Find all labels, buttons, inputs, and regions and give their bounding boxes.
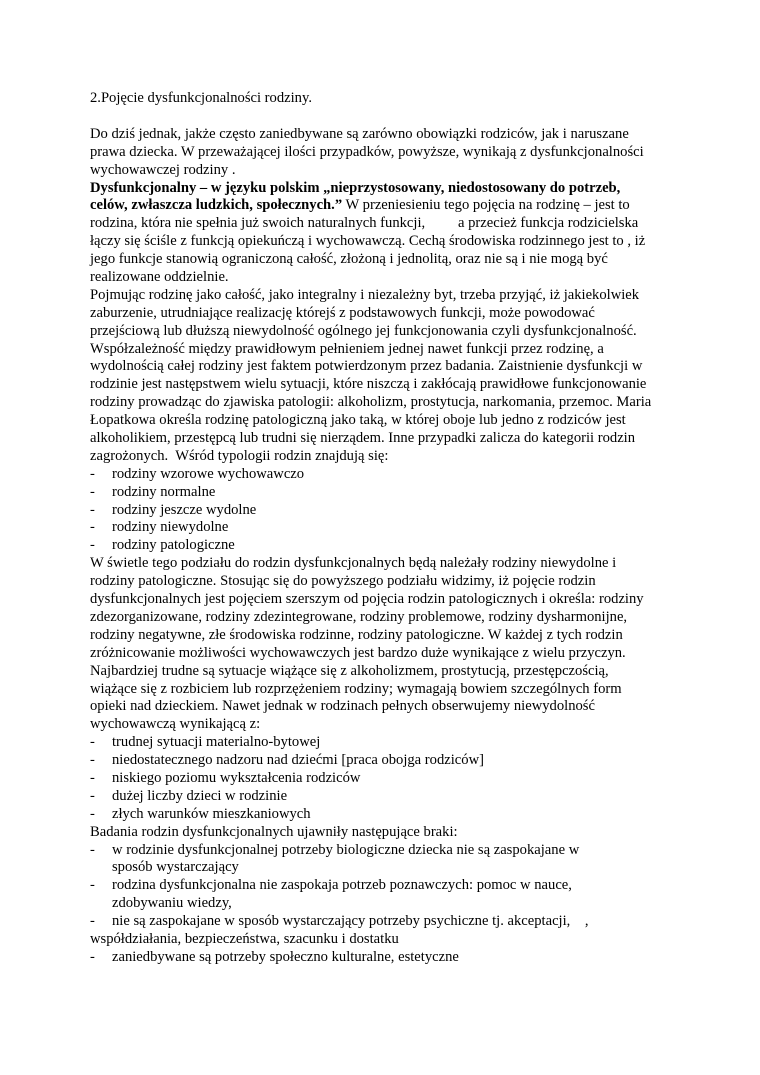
middle-paragraph xyxy=(90,555,680,734)
text-line: wiążące się z rozbiciem lub rozprzężeniem rodziny; wymagają bowiem szczególnych form xyxy=(90,680,622,697)
definition-paragraph xyxy=(90,180,680,466)
text-line: łączy się ściśle z funkcją opiekuńczą i wychowawczą. Cechą środowiska rodzinnego jest to , iż xyxy=(90,233,646,250)
list-dash: - xyxy=(90,752,95,769)
document-page xyxy=(90,90,680,967)
list-item xyxy=(90,537,680,555)
list-item-continuation: zdobywaniu wiedzy, xyxy=(112,895,232,912)
family-types-list xyxy=(90,466,680,555)
list-item-continuation: współdziałania, bezpieczeństwa, szacunku i dostatku xyxy=(90,930,399,947)
causes-list xyxy=(90,734,680,823)
text-line: zagrożonych. Wśród typologii rodzin znajdują się: xyxy=(90,447,389,464)
text-line: rodziny patologiczne. Stosując się do powyższego podziału widzimy, iż pojęcie rodzin xyxy=(90,573,596,590)
section-title: 2.Pojęcie dysfunkcjonalności rodziny. xyxy=(90,90,312,106)
list-item-text: złych warunków mieszkaniowych xyxy=(112,805,311,822)
list-dash: - xyxy=(90,537,95,554)
text-line: wydolnością całej rodziny jest faktem potwierdzonym przez badania. Zaistnienie dysfunkcji w xyxy=(90,358,643,375)
list-item-text: niedostatecznego nadzoru nad dziećmi [praca obojga rodziców] xyxy=(112,752,484,769)
text-line: wychowawczej rodziny . xyxy=(90,161,236,178)
list-dash: - xyxy=(90,913,95,930)
list-item-text: dużej liczby dzieci w rodzinie xyxy=(112,787,288,804)
list-dash: - xyxy=(90,734,95,751)
list-item-text: rodziny patologiczne xyxy=(112,537,235,554)
list-item-text: zaniedbywane są potrzeby społeczno kulturalne, estetyczne xyxy=(112,948,459,965)
text-line: opieki nad dzieckiem. Nawet jednak w rodzinach pełnych obserwujemy niewydolność xyxy=(90,698,595,715)
list-item-text: rodziny normalne xyxy=(112,483,216,500)
text-line: Do dziś jednak, jakże często zaniedbywane są zarówno obowiązki rodziców, jak i naruszane xyxy=(90,125,629,142)
list-dash: - xyxy=(90,465,95,482)
text-line: realizowane oddzielnie. xyxy=(90,269,229,286)
text-line: rodziny prowadząc do zjawiska patologii: alkoholizm, prostytucja, narkomania, przemoc. Maria xyxy=(90,394,652,411)
list-dash: - xyxy=(90,948,95,965)
research-intro: Badania rodzin dysfunkcjonalnych ujawniły następujące braki: xyxy=(90,823,458,840)
list-item xyxy=(90,913,680,931)
deficits-list xyxy=(90,842,680,967)
list-item-text: rodziny wzorowe wychowawczo xyxy=(112,465,305,482)
definition-bold-text: celów, zwłaszcza ludzkich, społecznych.” xyxy=(90,197,343,214)
list-dash: - xyxy=(90,877,95,894)
list-item xyxy=(90,519,680,537)
blank-line xyxy=(90,108,680,126)
list-item-text: w rodzinie dysfunkcjonalnej potrzeby biologiczne dziecka nie są zaspokajane w xyxy=(112,841,580,858)
list-item-text: rodzina dysfunkcjonalna nie zaspokaja potrzeb poznawczych: pomoc w nauce, xyxy=(112,877,572,894)
text-line: dysfunkcjonalnych jest pojęciem szerszym od pojęcia rodzin patologicznych i określa: rodziny xyxy=(90,591,644,608)
text-line: rodzinie jest następstwem wielu sytuacji, które niszczą i zakłócają prawidłowe funkcjonowanie xyxy=(90,376,647,393)
text-line: wychowawczą wynikającą z: xyxy=(90,716,261,733)
list-item xyxy=(90,502,680,520)
text-line: rodziny negatywne, złe środowiska rodzinne, rodziny patologiczne. W każdej z tych rodzin xyxy=(90,626,623,643)
text-line: Współzależność między prawidłowym pełnieniem jednej nawet funkcji przez rodzinę, a xyxy=(90,340,604,357)
list-item xyxy=(90,842,680,860)
text-line: Najbardziej trudne są sytuacje wiążące się z alkoholizmem, prostytucją, przestępczością, xyxy=(90,662,609,679)
text-line: W świetle tego podziału do rodzin dysfunkcjonalnych będą należały rodziny niewydolne i xyxy=(90,555,617,572)
list-dash: - xyxy=(90,501,95,518)
list-item xyxy=(90,466,680,484)
text-line xyxy=(90,197,680,215)
list-item-text: rodziny jeszcze wydolne xyxy=(112,501,257,518)
list-item-text: nie są zaspokajane w sposób wystarczający potrzeby psychiczne tj. akceptacji, , xyxy=(112,913,589,930)
list-item xyxy=(90,770,680,788)
list-item xyxy=(90,949,680,967)
list-item-text: trudnej sytuacji materialno-bytowej xyxy=(112,734,321,751)
list-item xyxy=(90,806,680,824)
list-item xyxy=(90,788,680,806)
text-line: jego funkcje stanowią ograniczoną całość, złożoną i jednolitą, oraz nie są i nie mogą być xyxy=(90,251,608,268)
list-dash: - xyxy=(90,769,95,786)
text-line: zróżnicowanie możliwości wychowawczych jest bardzo duże wynikające z wielu przyczyn. xyxy=(90,644,626,661)
list-dash: - xyxy=(90,805,95,822)
intro-paragraph xyxy=(90,126,680,180)
list-dash: - xyxy=(90,519,95,536)
list-item-continuation: sposób wystarczający xyxy=(112,859,239,876)
list-item-text: rodziny niewydolne xyxy=(112,519,229,536)
list-item xyxy=(90,752,680,770)
text-line: zdezorganizowane, rodziny zdezintegrowane, rodziny problemowe, rodziny dysharmonijne, xyxy=(90,608,628,625)
definition-bold-line: Dysfunkcjonalny – w języku polskim „nieprzystosowany, niedostosowany do potrzeb, xyxy=(90,179,621,196)
list-item xyxy=(90,734,680,752)
text-line: Łopatkowa określa rodzinę patologiczną jako taką, w której oboje lub jedno z rodziców jest xyxy=(90,412,626,429)
list-item xyxy=(90,484,680,502)
list-dash: - xyxy=(90,483,95,500)
list-item xyxy=(90,877,680,895)
text-line: rodzina, która nie spełnia już swoich naturalnych funkcji, a przecież funkcja rodzicielska xyxy=(90,215,639,232)
definition-text: W przeniesieniu tego pojęcia na rodzinę – jest to xyxy=(342,197,630,214)
list-dash: - xyxy=(90,787,95,804)
list-dash: - xyxy=(90,841,95,858)
text-line: zaburzenie, utrudniające realizację którejś z podstawowych funkcji, może powodować xyxy=(90,304,595,321)
text-line: alkoholikiem, przestępcą lub trudni się nierządem. Inne przypadki zalicza do kategorii rodzin xyxy=(90,430,636,447)
list-item-text: niskiego poziomu wykształcenia rodziców xyxy=(112,769,361,786)
text-line: prawa dziecka. W przeważającej ilości przypadków, powyższe, wynikają z dysfunkcjonalności xyxy=(90,143,644,160)
text-line: przejściową lub dłuższą niewydolność ogólnego jej funkcjonowania czyli dysfunkcjonalność. xyxy=(90,322,637,339)
text-line: Pojmując rodzinę jako całość, jako integralny i niezależny byt, trzeba przyjąć, iż jakiekolwiek xyxy=(90,286,640,303)
